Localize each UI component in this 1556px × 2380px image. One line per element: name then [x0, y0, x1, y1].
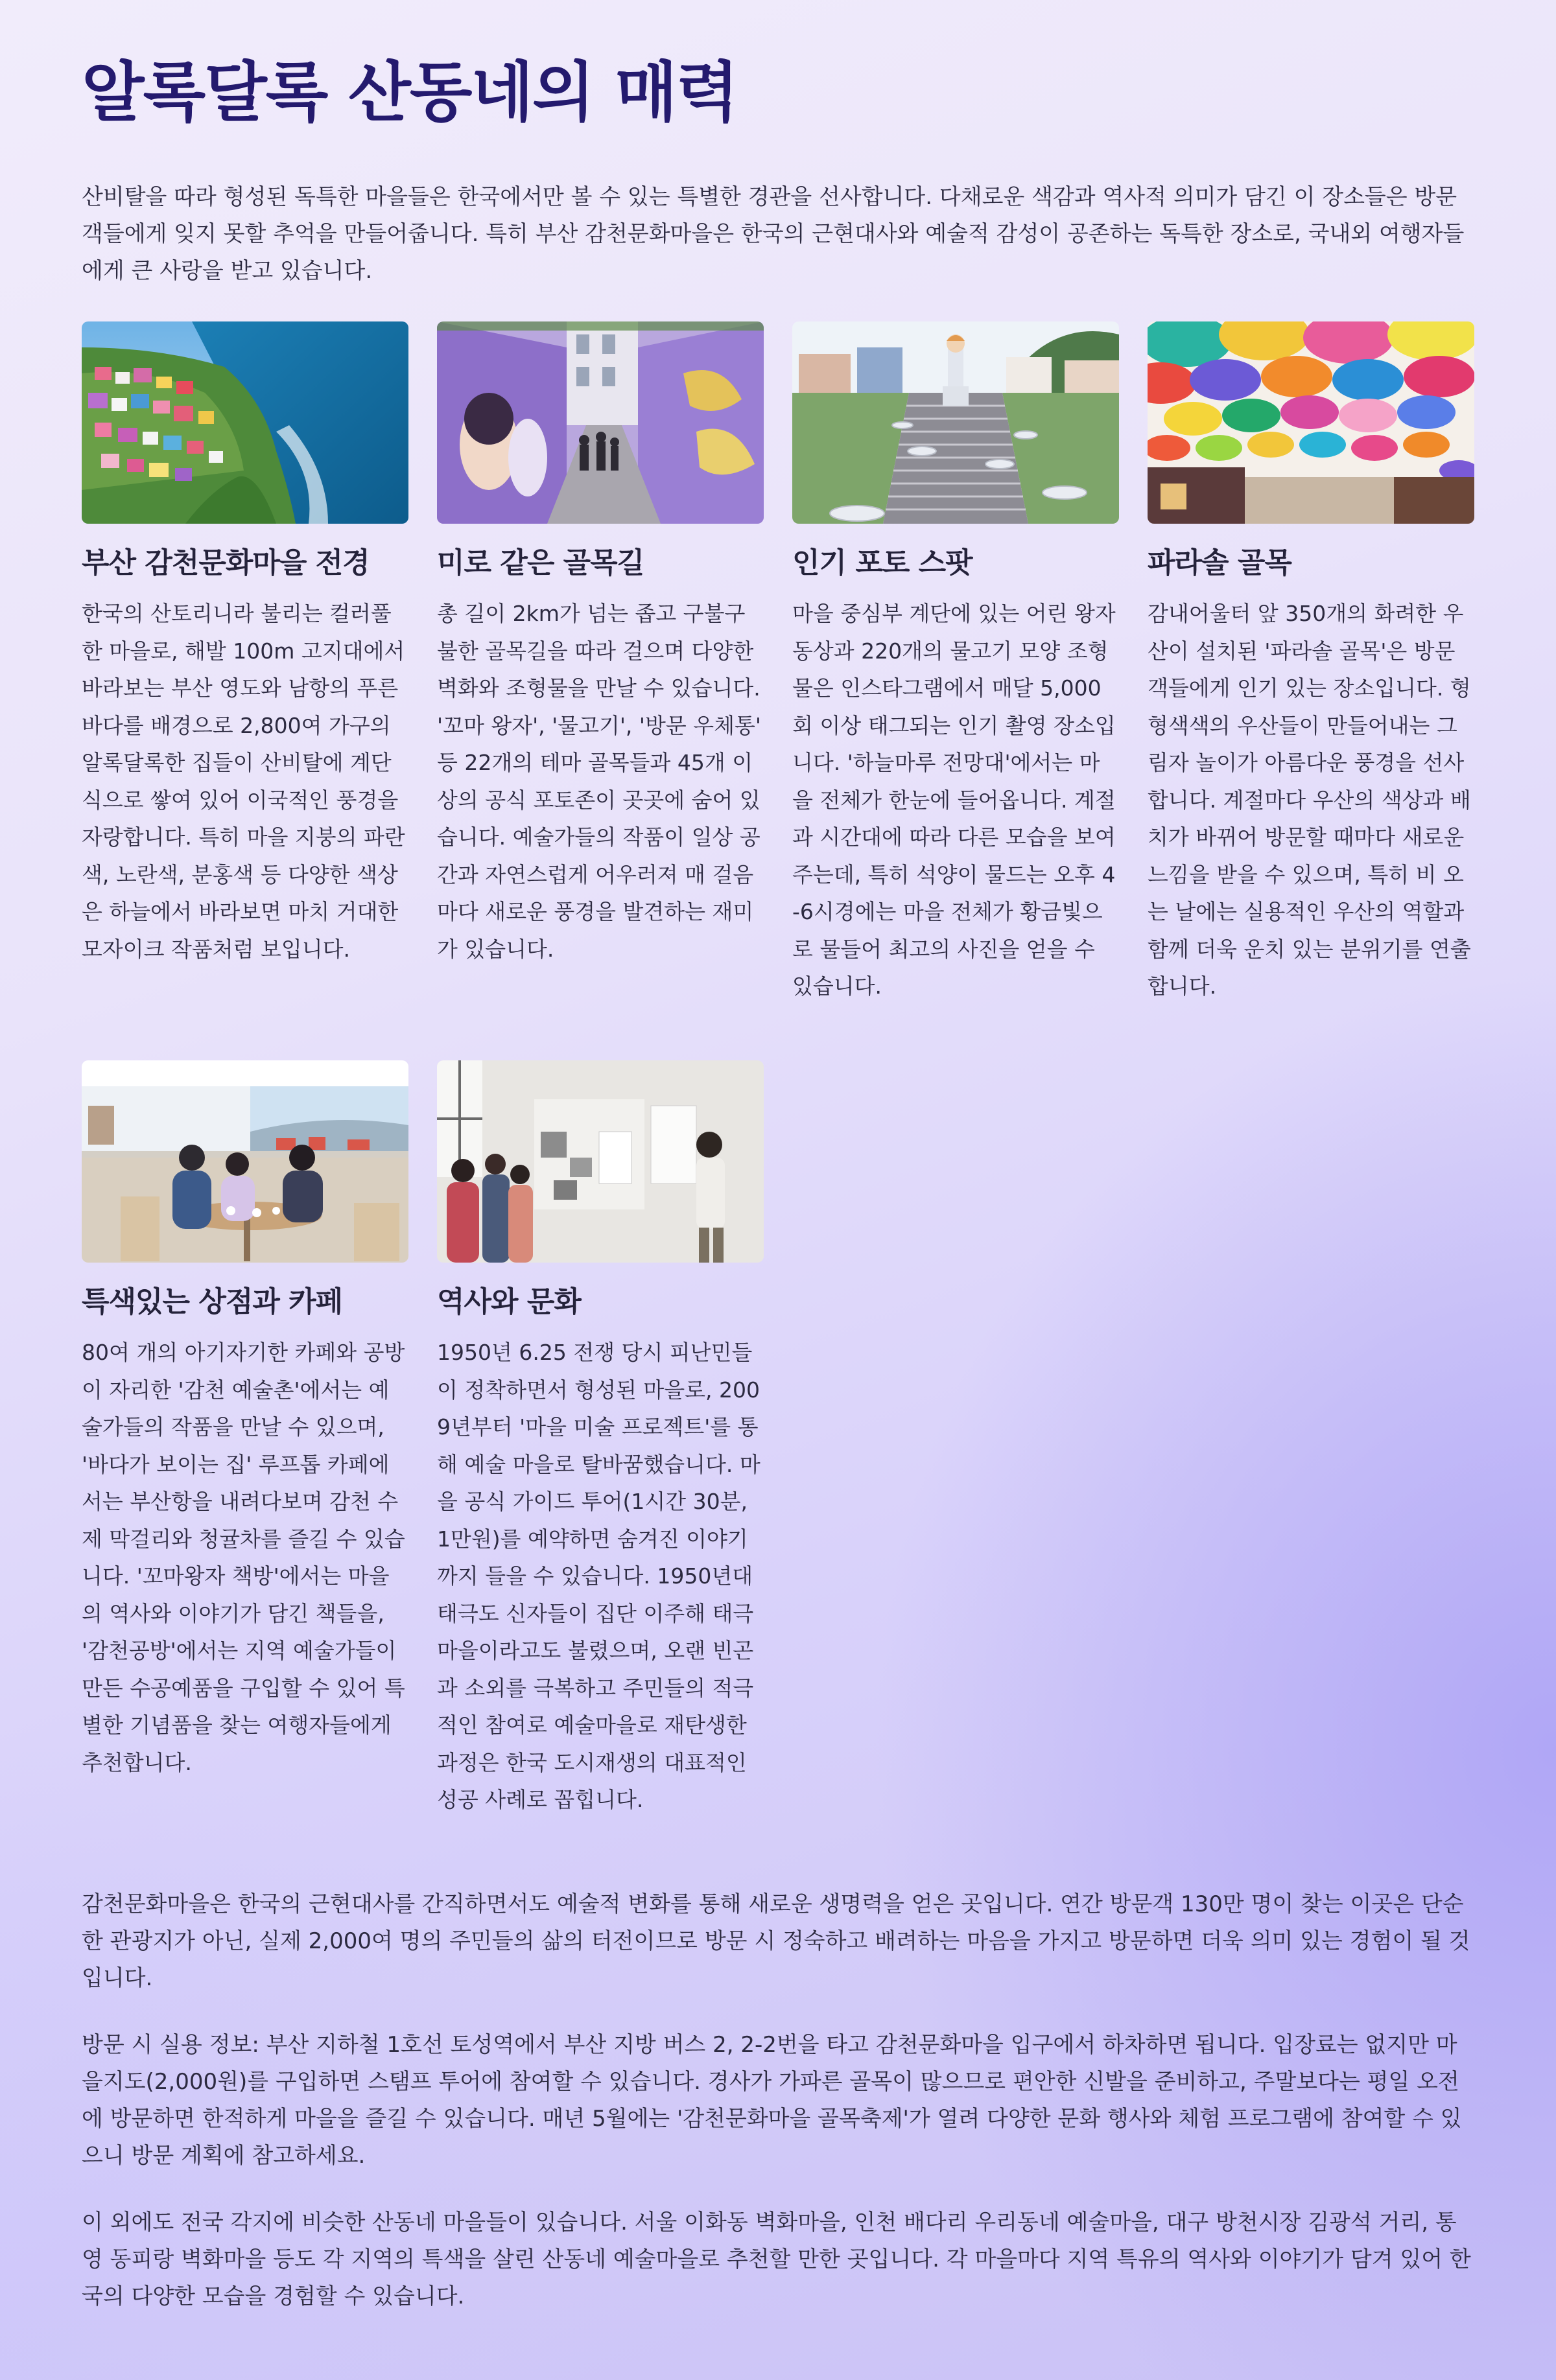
card-title: 특색있는 상점과 카페	[82, 1285, 343, 1318]
card-description: 한국의 산토리니라 불리는 컬러풀한 마을로, 해발 100m 고지대에서 바라보는 부산 영도와 남항의 푸른 바다를 배경으로 2,800여 가구의 알록달록한 집들이 산비탈에 계단식으로 쌓여 있어 이국적인 풍경을 자랑합니다. 특히 마을 지붕의 파란색, 노란색, 분홍색 등 다양한 색상은 하늘에서 바라보면 마치 거대한 모자이크 작품처럼 보입니다.	[82, 601, 405, 962]
summary-paragraph: 감천문화마을은 한국의 근현대사를 간직하면서도 예술적 변화를 통해 새로운 생명력을 얻은 곳입니다. 연간 방문객 130만 명이 찾는 이곳은 단순한 관광지가 아닌, 실제 2,000여 명의 주민들의 삶의 터전이므로 방문 시 정숙하고 배려하는 마음을 가지고 방문하면 더욱 의미 있는 경험이 될 것입니다.	[82, 1891, 1470, 1991]
card-photo-spot	[792, 321, 1119, 999]
intro-paragraph: 산비탈을 따라 형성된 독특한 마을들은 한국에서만 볼 수 있는 특별한 경관을 선사합니다. 다채로운 색감과 역사적 의미가 담긴 이 장소들은 방문객들에게 잊지 못할 추억을 만들어줍니다. 특히 부산 감천문화마을은 한국의 근현대사와 예술적 감성이 공존하는 독특한 장소로, 국내외 여행자들에게 큰 사랑을 받고 있습니다.	[82, 184, 1465, 284]
card-title: 역사와 문화	[437, 1285, 581, 1318]
prince-statue-stairs-image	[792, 321, 1119, 524]
page-title: 알록달록 산동네의 매력	[82, 54, 738, 130]
card-description: 마을 중심부 계단에 있는 어린 왕자 동상과 220개의 물고기 모양 조형물은 인스타그램에서 매달 5,000회 이상 태그되는 인기 촬영 장소입니다. '하늘마루 전망대'에서는 마을 전체가 한눈에 들어옵니다. 계절과 시간대에 따라 다른 모습을 보여주는데, 특히 석양이 물드는 오후 4-6시경에는 마을 전체가 황금빛으로 물들어 최고의 사진을 얻을 수 있습니다.	[792, 601, 1116, 999]
gallery-tour-image	[437, 1060, 764, 1263]
card-village-panorama	[82, 321, 408, 962]
card-parasol-alley	[1148, 321, 1474, 999]
card-title: 인기 포토 스팟	[792, 546, 972, 579]
card-title: 부산 감천문화마을 전경	[82, 546, 370, 579]
rooftop-cafe-image	[82, 1060, 408, 1263]
village-panorama-image	[82, 321, 408, 524]
card-history-culture	[437, 1060, 764, 1812]
alley-mural-image	[437, 321, 764, 524]
card-description: 총 길이 2km가 넘는 좁고 구불구불한 골목길을 따라 걸으며 다양한 벽화와 조형물을 만날 수 있습니다. '꼬마 왕자', '물고기', '방문 우체통' 등 22개의 테마 골목들과 45개 이상의 공식 포토존이 곳곳에 숨어 있습니다. 예술가들의 작품이 일상 공간과 자연스럽게 어우러져 매 걸음마다 새로운 풍경을 발견하는 재미가 있습니다.	[437, 601, 761, 962]
card-maze-alley	[437, 321, 764, 962]
card-description: 1950년 6.25 전쟁 당시 피난민들이 정착하면서 형성된 마을로, 2009년부터 '마을 미술 프로젝트'를 통해 예술 마을로 탈바꿈했습니다. 마을 공식 가이드 투어(1시간 30분, 1만원)를 예약하면 숨겨진 이야기까지 들을 수 있습니다. 1950년대 태극도 신자들이 집단 이주해 태극마을이라고도 불렸으며, 오랜 빈곤과 소외를 극복하고 주민들의 적극적인 참여로 예술마을로 재탄생한 과정은 한국 도시재생의 대표적인 성공 사례로 꼽힙니다.	[437, 1340, 760, 1812]
other-villages-paragraph: 이 외에도 전국 각지에 비슷한 산동네 마을들이 있습니다. 서울 이화동 벽화마을, 인천 배다리 우리동네 예술마을, 대구 방천시장 김광석 거리, 통영 동피랑 벽화마을 등도 각 지역의 특색을 살린 산동네 예술마을로 추천할 만한 곳입니다. 각 마을마다 지역 특유의 역사와 이야기가 담겨 있어 한국의 다양한 모습을 경험할 수 있습니다.	[82, 2210, 1471, 2309]
visit-info-paragraph: 방문 시 실용 정보: 부산 지하철 1호선 토성역에서 부산 지방 버스 2, 2-2번을 타고 감천문화마을 입구에서 하차하면 됩니다. 입장료는 없지만 마을지도(2,000원)를 구입하면 스탬프 투어에 참여할 수 있습니다. 경사가 가파른 골목이 많으므로 편안한 신발을 준비하고, 주말보다는 평일 오전에 방문하면 한적하게 마을을 즐길 수 있습니다. 매년 5월에는 '감천문화마을 골목축제'가 열려 다양한 문화 행사와 체험 프로그램에 참여할 수 있으니 방문 계획에 참고하세요.	[82, 2032, 1462, 2169]
card-title: 미로 같은 골목길	[437, 546, 644, 579]
card-description: 80여 개의 아기자기한 카페와 공방이 자리한 '감천 예술촌'에서는 예술가들의 작품을 만날 수 있으며, '바다가 보이는 집' 루프톱 카페에서는 부산항을 내려다보며 감천 수제 막걸리와 청귤차를 즐길 수 있습니다. '꼬마왕자 책방'에서는 마을의 역사와 이야기가 담긴 책들을, '감천공방'에서는 지역 예술가들이 만든 수공예품을 구입할 수 있어 특별한 기념품을 찾는 여행자들에게 추천합니다.	[82, 1340, 405, 1775]
card-description: 감내어울터 앞 350개의 화려한 우산이 설치된 '파라솔 골목'은 방문객들에게 인기 있는 장소입니다. 형형색색의 우산들이 만들어내는 그림자 놀이가 아름다운 풍경을 선사합니다. 계절마다 우산의 색상과 배치가 바뀌어 방문할 때마다 새로운 느낌을 받을 수 있으며, 특히 비 오는 날에는 실용적인 우산의 역할과 함께 더욱 운치 있는 분위기를 연출합니다.	[1148, 601, 1471, 999]
umbrella-canopy-image	[1148, 321, 1474, 524]
card-shops-cafes	[82, 1060, 408, 1775]
card-title: 파라솔 골목	[1148, 546, 1291, 579]
